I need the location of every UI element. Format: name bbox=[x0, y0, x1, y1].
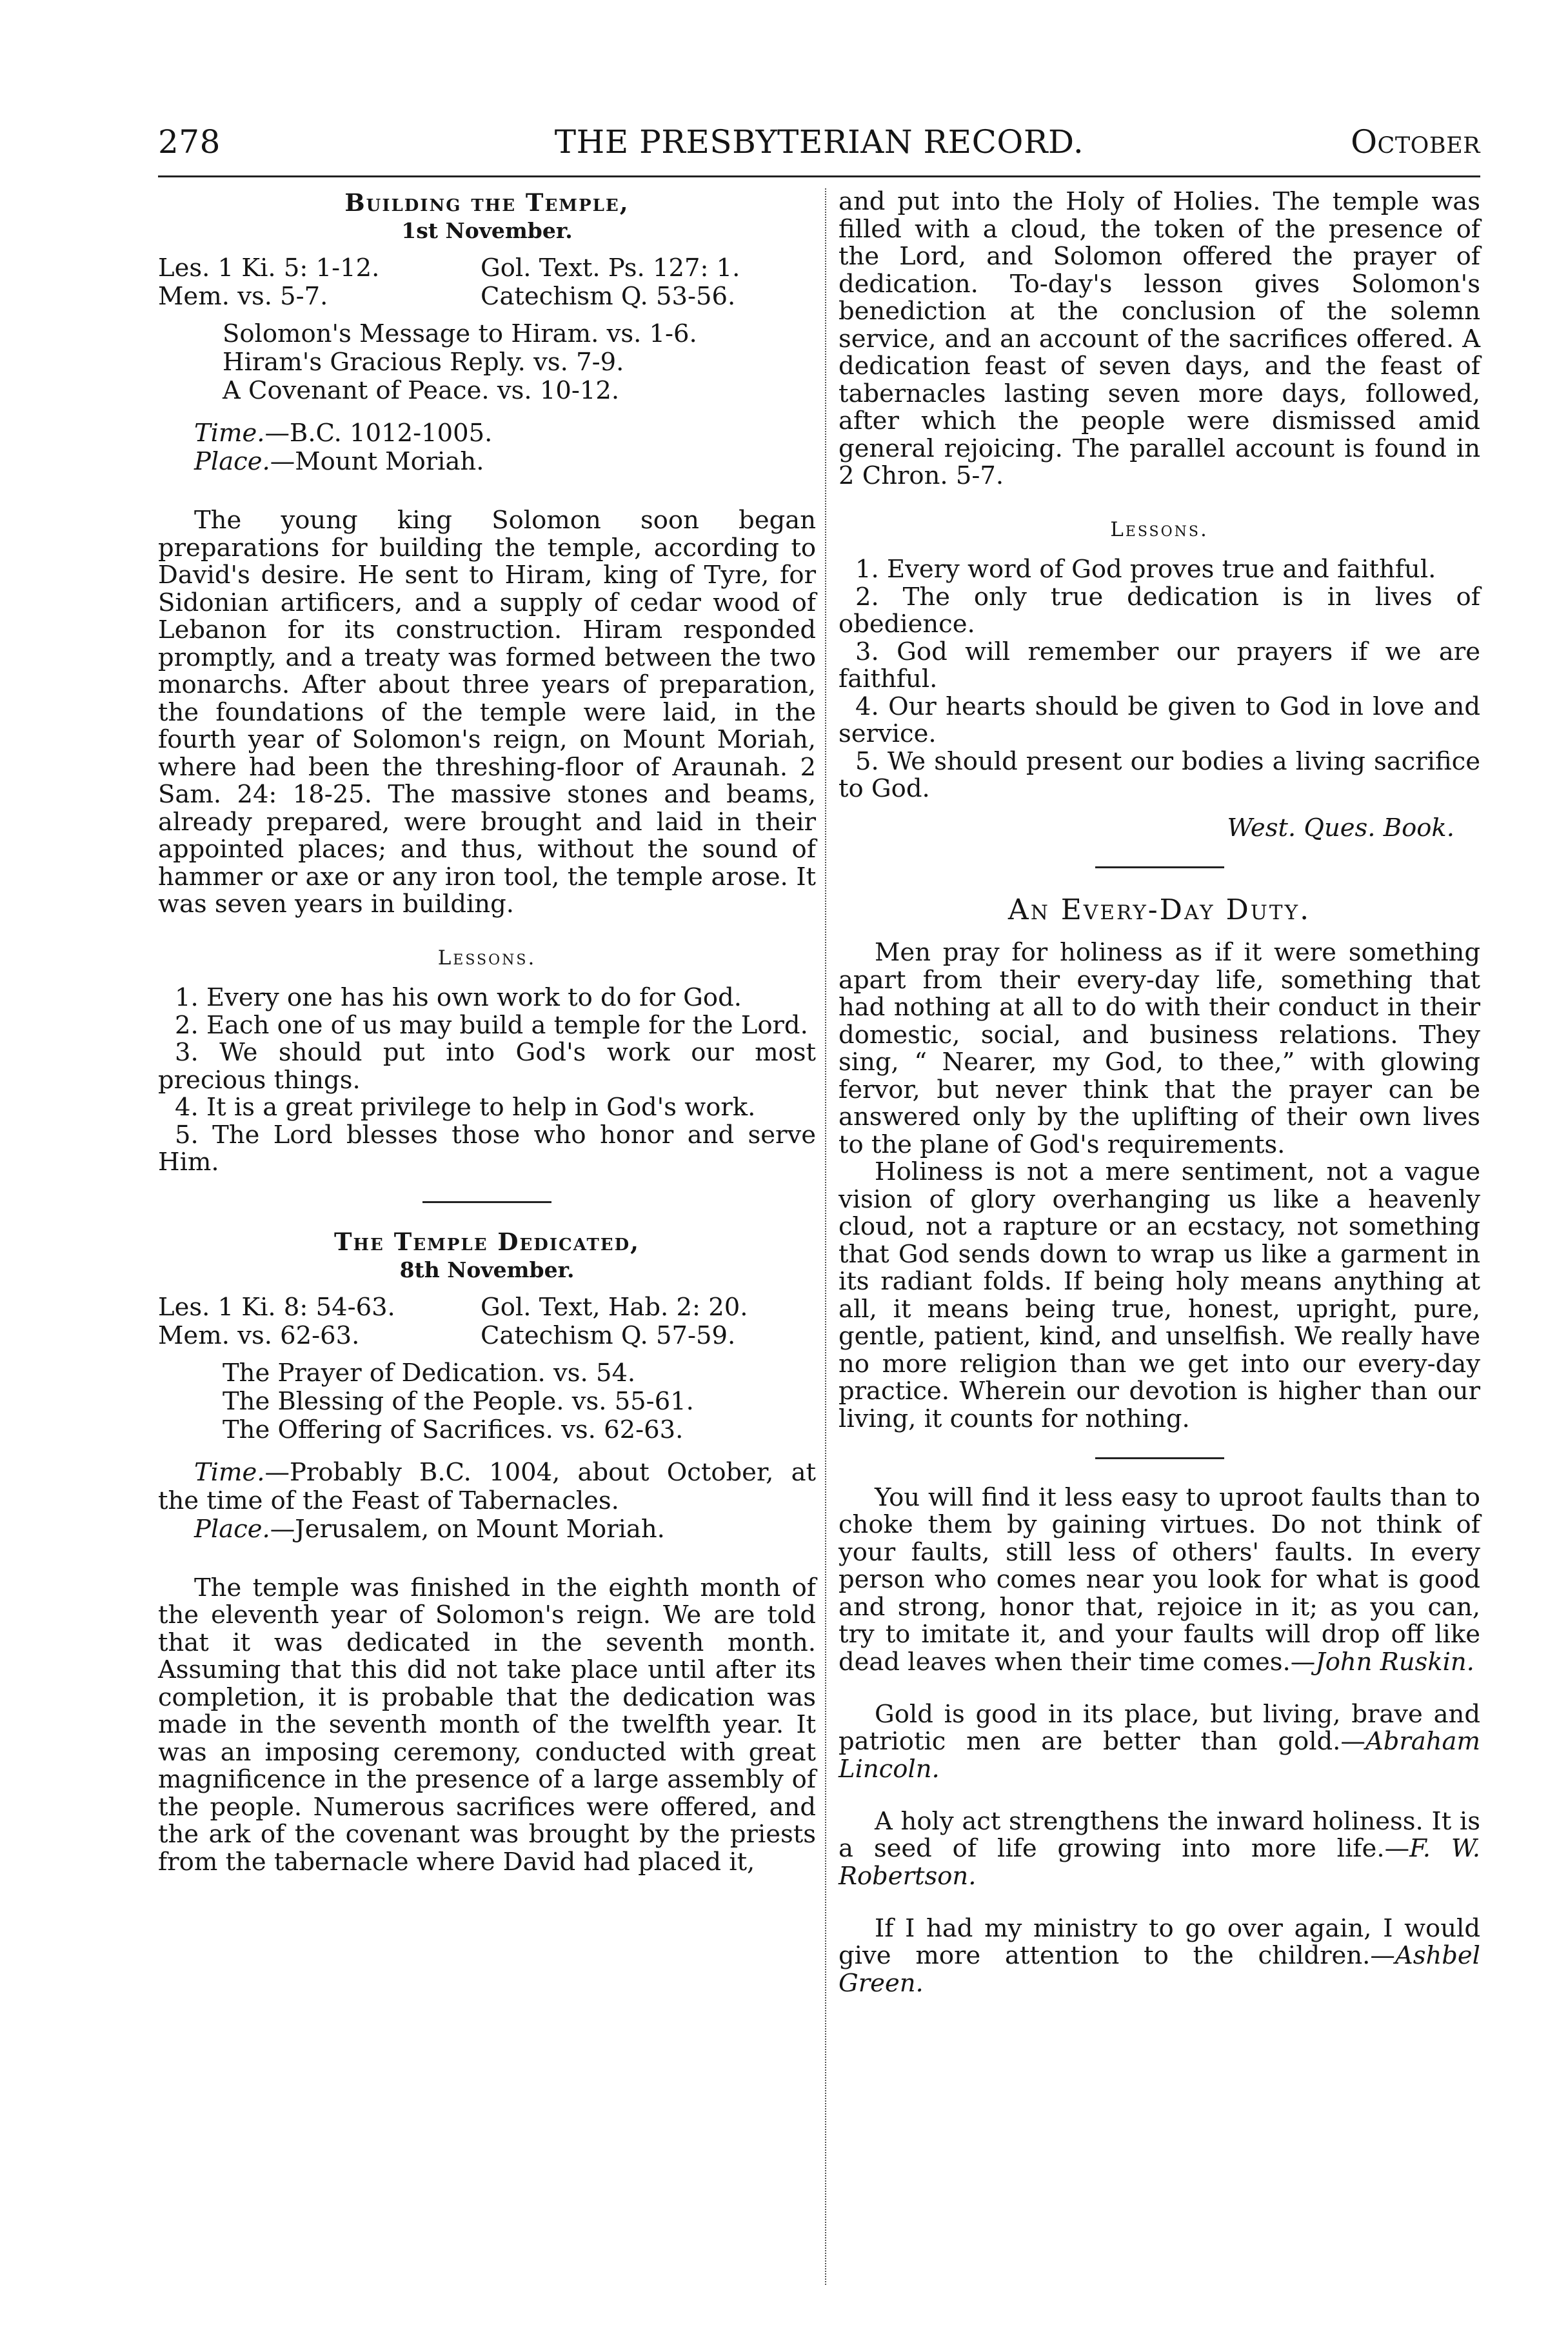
lesson-item: 2. The only true dedication is in lives of obedience. bbox=[839, 582, 1480, 639]
golden-text-reference: Gol. Text. Ps. 127: 1. bbox=[481, 254, 740, 283]
lessons-source: West. Ques. Book. bbox=[1227, 813, 1454, 842]
journal-title: THE PRESBYTERIAN RECORD. bbox=[554, 123, 1084, 161]
lesson-reference: Les. 1 Ki. 5: 1-12. bbox=[158, 254, 380, 283]
quote-text: Gold is good in its place, but living, brave and patriotic men are better than gold.— bbox=[839, 1699, 1480, 1756]
quote-text: A holy act strengthens the inward holiness. It is a seed of life growing into more life.— bbox=[839, 1806, 1480, 1863]
time-text: —Probably B.C. 1004, about October, at the time of the Feast of Tabernacles. bbox=[158, 1457, 816, 1515]
lessons-heading: Lessons. bbox=[1110, 517, 1209, 541]
lesson-item: 1. Every word of God proves true and faithful. bbox=[855, 555, 1436, 584]
quote-author: Abraham Lincoln. bbox=[839, 1727, 1480, 1784]
quote-author: John Ruskin. bbox=[1315, 1647, 1474, 1677]
outline-item: The Blessing of the People. vs. 55-61. bbox=[223, 1386, 694, 1416]
quote bbox=[839, 1915, 1480, 1998]
section-building-the-temple bbox=[158, 188, 816, 1177]
memory-reference: Mem. vs. 62-63. bbox=[158, 1320, 360, 1350]
lesson-item: 5. We should present our bodies a living sacrifice to God. bbox=[839, 746, 1480, 803]
lesson-outline bbox=[223, 1359, 816, 1444]
right-column bbox=[839, 188, 1480, 2022]
reference-row bbox=[158, 283, 816, 311]
article-title: An Every-Day Duty. bbox=[1007, 893, 1311, 926]
lesson-item: 5. The Lord blesses those who honor and serve Him. bbox=[158, 1120, 816, 1177]
lesson-reference: Les. 1 Ki. 8: 54-63. bbox=[158, 1292, 395, 1322]
quote-author: F. W. Robertson. bbox=[839, 1834, 1480, 1891]
catechism-reference: Catechism Q. 53-56. bbox=[481, 282, 736, 311]
outline-item: A Covenant of Peace. vs. 10-12. bbox=[223, 376, 620, 405]
lesson-item: 1. Every one has his own work to do for God. bbox=[175, 983, 742, 1012]
month-label: October bbox=[1351, 123, 1480, 161]
section-date: 1st November. bbox=[401, 218, 573, 243]
lesson-outline bbox=[223, 320, 816, 405]
lesson-item: 2. Each one of us may build a temple for the Lord. bbox=[175, 1010, 808, 1040]
golden-text-reference: Gol. Text, Hab. 2: 20. bbox=[481, 1292, 748, 1322]
reference-row bbox=[158, 1293, 816, 1322]
article-every-day-duty bbox=[839, 893, 1480, 1433]
section-date: 8th November. bbox=[399, 1257, 575, 1282]
quote bbox=[839, 1701, 1480, 1784]
article-paragraph: Men pray for holiness as if it were something apart from their every-day life, something that had nothing at all to do with their conduct in their domestic, social, and business relations. They sing, “ Nearer, my God, to thee,” with glowing fervor, but never think that the prayer can be answered only by the uplifting of their own lives to the plane of God's requirements. bbox=[839, 938, 1480, 1159]
article-paragraph: Holiness is not a mere sentiment, not a vague vision of glory overhanging us like a heavenly cloud, not a rapture or an ecstacy, not something that God sends down to wrap us like a garment in its radiant folds. If being holy means anything at all, it means being true, honest, upright, pure, gentle, patient, kind, and unselfish. We really have no more religion than we get into our every-day practice. Wherein our devotion is higher than our living, it counts for nothing. bbox=[839, 1157, 1480, 1433]
left-column bbox=[158, 188, 816, 1876]
page-number: 278 bbox=[158, 123, 221, 161]
section-body: The temple was finished in the eighth month of the eleventh year of Solomon's reign. We are told that it was dedicated in the seventh month. Assuming that this did not take place until after its completion, it is probable that the dedication was made in the seventh month of the twelfth year. It was an imposing ceremony, conducted with great magnificence in the presence of a large assembly of the people. Numerous sacrifices were offered, and the ark of the covenant was brought by the priests from the tabernacle where David had placed it, bbox=[158, 1573, 816, 1877]
outline-item: Solomon's Message to Hiram. vs. 1-6. bbox=[223, 319, 697, 348]
section-title: Building the Temple, bbox=[344, 188, 630, 217]
quote-author: Ashbel Green. bbox=[839, 1941, 1480, 1998]
time-text: —B.C. 1012-1005. bbox=[264, 419, 493, 448]
outline-item: The Prayer of Dedication. vs. 54. bbox=[223, 1358, 636, 1388]
header-rule bbox=[158, 175, 1480, 177]
reference-row bbox=[158, 1322, 816, 1350]
outline-item: Hiram's Gracious Reply. vs. 7-9. bbox=[223, 348, 624, 377]
section-temple-dedicated bbox=[158, 1228, 816, 1877]
time-label: Time. bbox=[194, 1457, 265, 1487]
lesson-item: 3. We should put into God's work our most precious things. bbox=[158, 1038, 816, 1095]
lesson-item: 4. It is a great privilege to help in God's work. bbox=[175, 1093, 756, 1122]
place-label: Place. bbox=[194, 1514, 270, 1544]
lesson-item: 3. God will remember our prayers if we are faithful. bbox=[839, 637, 1480, 693]
quote-text: If I had my ministry to go over again, I would give more attention to the children.— bbox=[839, 1913, 1480, 1970]
quote bbox=[839, 1808, 1480, 1891]
lesson-item: 4. Our hearts should be given to God in love and service. bbox=[839, 692, 1480, 748]
section-title: The Temple Dedicated, bbox=[333, 1227, 640, 1256]
time-label: Time. bbox=[194, 419, 265, 448]
section-body-continued: and put into the Holy of Holies. The temple was filled with a cloud, the token of the presence of the Lord, and Solomon offered the prayer of dedication. To-day's lesson gives Solomon's benediction at the conclusion of the solemn service, and an account of the sacrifices offered. A dedication feast of seven days, and the feast of tabernacles lasting seven more days, followed, after which the people were dismissed amid general rejoicing. The parallel account is found in 2 Chron. 5-7. bbox=[839, 187, 1480, 490]
section-body: The young king Solomon soon began preparations for building the temple, according to David's desire. He sent to Hiram, king of Tyre, for Sidonian artificers, and a supply of cedar wood of Lebanon for its construction. Hiram responded promptly, and a treaty was formed between the two monarchs. After about three years of preparation, the foundations of the temple were laid, in the fourth year of Solomon's reign, on Mount Moriah, where had been the threshing-floor of Araunah. 2 Sam. 24: 18-25. The massive stones and beams, already prepared, were brought and laid in their appointed places; and thus, without the sound of hammer or axe or any iron tool, the temple arose. It was seven years in building. bbox=[158, 506, 816, 919]
column-divider bbox=[825, 188, 826, 2285]
outline-item: The Offering of Sacrifices. vs. 62-63. bbox=[223, 1415, 684, 1444]
section-separator bbox=[1095, 1457, 1224, 1459]
memory-reference: Mem. vs. 5-7. bbox=[158, 282, 328, 311]
catechism-reference: Catechism Q. 57-59. bbox=[481, 1320, 736, 1350]
lessons-heading: Lessons. bbox=[437, 946, 537, 970]
place-text: —Jerusalem, on Mount Moriah. bbox=[270, 1514, 665, 1544]
time-place bbox=[158, 1459, 816, 1544]
section-separator bbox=[422, 1201, 551, 1203]
place-label: Place. bbox=[194, 447, 270, 476]
quote-text: You will find it less easy to uproot faults than to choke them by gaining virtues. Do not think of your faults, still less of others' faults. In every person who comes near you look for what is good and strong, honor that, rejoice in it; as you can, try to imitate it, and your faults will drop off like dead leaves when their time comes.— bbox=[839, 1482, 1480, 1677]
time-place bbox=[194, 419, 816, 476]
quote bbox=[839, 1484, 1480, 1677]
reference-row bbox=[158, 254, 816, 283]
place-text: —Mount Moriah. bbox=[270, 447, 484, 476]
section-separator bbox=[1095, 866, 1224, 868]
